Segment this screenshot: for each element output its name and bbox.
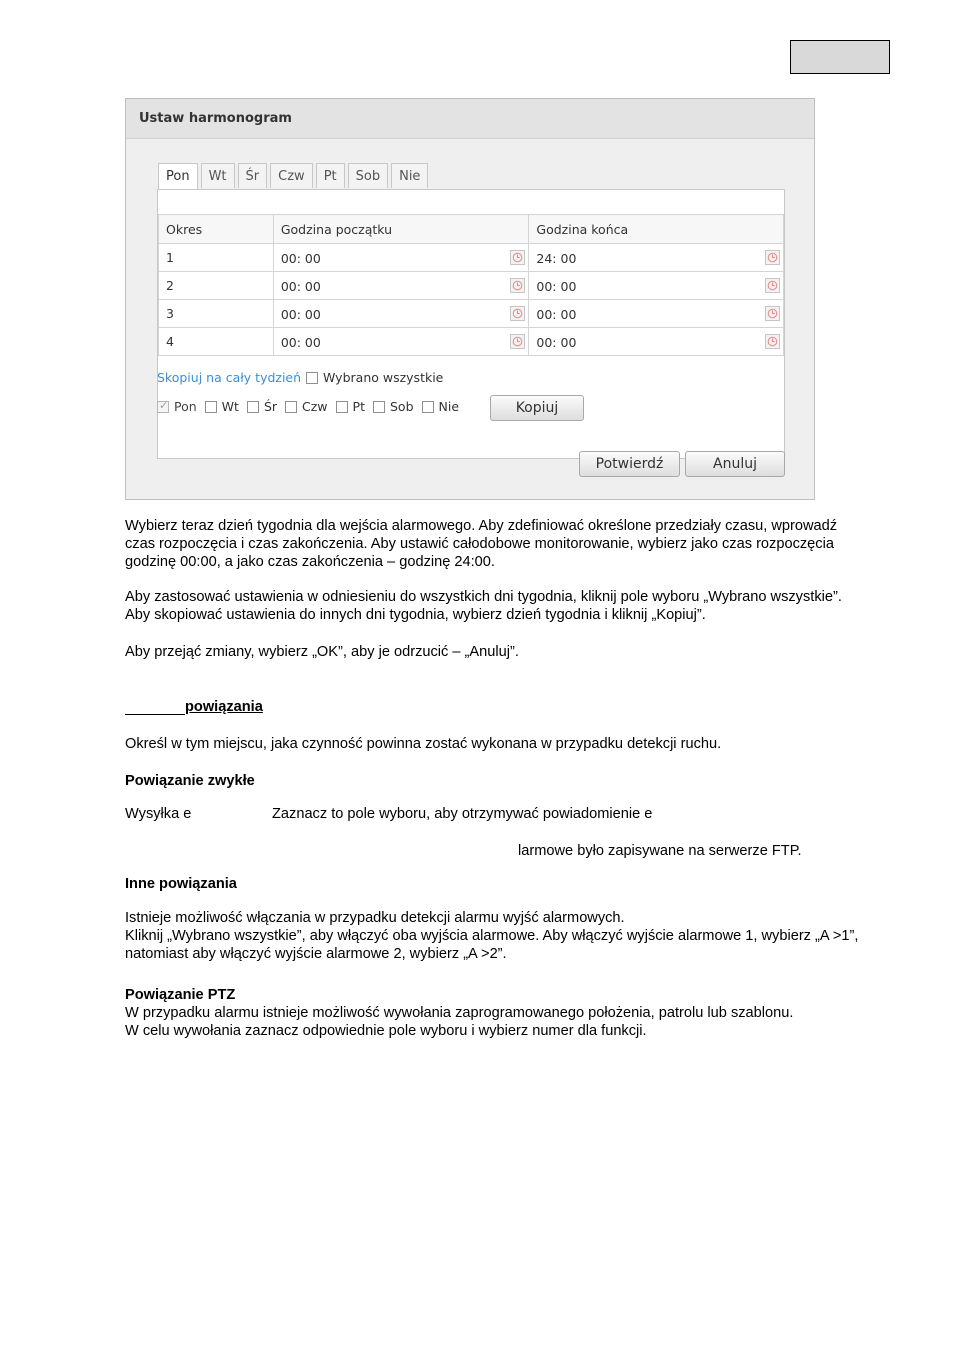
start-time-field[interactable] <box>273 328 529 356</box>
end-time-value: 24: 00 <box>536 251 577 266</box>
start-time-value: 00: 00 <box>280 279 321 294</box>
copy-day-label: Czw <box>302 399 328 414</box>
start-time-value: 00: 00 <box>280 251 321 266</box>
day-tabs <box>158 163 428 189</box>
header-start-time: Godzina początku <box>273 215 529 244</box>
copy-week-link[interactable]: Skopiuj na cały tydzień <box>157 370 302 385</box>
clock-picker-icon[interactable] <box>510 250 525 265</box>
table-row <box>159 272 784 300</box>
end-time-value: 00: 00 <box>536 307 577 322</box>
start-time-value: 00: 00 <box>280 335 321 350</box>
end-time-value: 00: 00 <box>536 279 577 294</box>
checkbox-pt[interactable] <box>336 401 348 413</box>
tab-nie[interactable]: Nie <box>391 163 428 188</box>
dialog-header <box>126 99 814 139</box>
email-label: Wysyłka e <box>125 806 192 822</box>
check-mark-icon: ✓ <box>159 398 169 412</box>
clock-picker-icon[interactable] <box>765 278 780 293</box>
period-cell: 1 <box>159 244 274 272</box>
tab-czw[interactable]: Czw <box>270 163 313 188</box>
copy-day-label: Sob <box>389 399 414 414</box>
email-description: Zaznacz to pole wyboru, aby otrzymywać powiadomienie e <box>272 806 653 822</box>
period-cell: 4 <box>159 328 274 356</box>
paragraph-ptz-2: W celu wywołania zaznacz odpowiednie pole wyboru i wybierz numer dla funkcji. <box>125 1023 647 1039</box>
header-end-time: Godzina końca <box>529 215 784 244</box>
table-row <box>159 328 784 356</box>
end-time-field[interactable] <box>529 244 784 272</box>
copy-day-sob <box>373 399 414 414</box>
paragraph-select-all: Aby zastosować ustawienia w odniesieniu do wszystkich dni tygodnia, kliknij pole wyboru „Wybrano wszystkie”. Aby skopiować ustawienia do innych dni tygodnia, wybierz dzień tygodnia i kliknij „Kopiuj”. <box>125 589 842 623</box>
copy-day-pt <box>336 399 365 414</box>
paragraph-linkage-intro: Określ w tym miejscu, jaka czynność powinna zostać wykonana w przypadku detekcji ruchu. <box>125 736 722 752</box>
dialog-title: Ustaw harmonogram <box>139 111 292 126</box>
heading-ptz-linkage: Powiązanie PTZ <box>125 987 236 1003</box>
section-heading-text: powiązania <box>185 699 263 715</box>
start-time-field[interactable] <box>273 272 529 300</box>
end-time-value: 00: 00 <box>536 335 577 350</box>
copy-day-wt <box>205 399 239 414</box>
copy-button[interactable]: Kopiuj <box>490 395 584 421</box>
schedule-table <box>158 214 784 356</box>
clock-picker-icon[interactable] <box>765 306 780 321</box>
tab-pt[interactable]: Pt <box>316 163 345 188</box>
paragraph-schedule-intro: Wybierz teraz dzień tygodnia dla wejścia alarmowego. Aby zdefiniować określone przedziały czasu, wprowadź czas rozpoczęcia i czas zakończenia. Aby ustawić całodobowe monitorowanie, wybierz jako czas rozpoczęcia godzinę 00:00, a jako czas zakończenia – godzinę 24:00. <box>125 518 838 570</box>
end-time-field[interactable] <box>529 328 784 356</box>
clock-picker-icon[interactable] <box>510 334 525 349</box>
copy-day-label: Śr <box>263 399 278 414</box>
copy-day-sr <box>247 399 277 414</box>
clock-picker-icon[interactable] <box>510 306 525 321</box>
start-time-value: 00: 00 <box>280 307 321 322</box>
clock-picker-icon[interactable] <box>765 250 780 265</box>
clock-picker-icon[interactable] <box>510 278 525 293</box>
start-time-field[interactable] <box>273 244 529 272</box>
paragraph-alarm-outputs: Istnieje możliwość włączania w przypadku detekcji alarmu wyjść alarmowych. <box>125 910 625 926</box>
table-row <box>159 244 784 272</box>
heading-underline <box>125 714 185 715</box>
copy-days-row <box>157 399 467 414</box>
paragraph-ok-cancel: Aby przejąć zmiany, wybierz „OK”, aby je odrzucić – „Anuluj”. <box>125 644 519 660</box>
confirm-button[interactable]: Potwierdź <box>579 451 680 477</box>
tab-panel <box>157 189 785 459</box>
end-time-field[interactable] <box>529 300 784 328</box>
table-header-row <box>159 215 784 244</box>
select-all-checkbox[interactable] <box>306 372 318 384</box>
copy-week-row <box>157 370 443 385</box>
cancel-button[interactable]: Anuluj <box>685 451 785 477</box>
period-cell: 2 <box>159 272 274 300</box>
table-row <box>159 300 784 328</box>
heading-normal-linkage: Powiązanie zwykłe <box>125 773 255 789</box>
copy-day-label: Wt <box>221 399 239 414</box>
select-all-label: Wybrano wszystkie <box>323 370 444 385</box>
checkbox-nie[interactable] <box>422 401 434 413</box>
schedule-dialog <box>125 98 815 500</box>
checkbox-pon[interactable] <box>157 398 169 413</box>
tab-wt[interactable]: Wt <box>201 163 235 188</box>
ftp-description: larmowe było zapisywane na serwerze FTP. <box>518 843 802 859</box>
period-cell: 3 <box>159 300 274 328</box>
copy-day-label: Nie <box>438 399 460 414</box>
checkbox-sob[interactable] <box>373 401 385 413</box>
copy-day-label: Pt <box>352 399 365 414</box>
tab-sr[interactable]: Śr <box>238 163 268 188</box>
clock-picker-icon[interactable] <box>765 334 780 349</box>
corner-label-box <box>790 40 890 74</box>
heading-other-linkage: Inne powiązania <box>125 876 237 892</box>
checkbox-wt[interactable] <box>205 401 217 413</box>
checkbox-czw[interactable] <box>285 401 297 413</box>
paragraph-ptz-1: W przypadku alarmu istnieje możliwość wywołania zaprogramowanego położenia, patrolu lub szablonu. <box>125 1005 794 1021</box>
section-heading <box>185 698 385 716</box>
header-period: Okres <box>159 215 274 244</box>
paragraph-select-outputs: Kliknij „Wybrano wszystkie”, aby włączyć oba wyjścia alarmowe. Aby włączyć wyjście alarmowe 1, wybierz „A >1”, natomiast aby włączyć wyjście alarmowe 2, wybierz „A >2”. <box>125 928 859 962</box>
copy-day-czw <box>285 399 328 414</box>
copy-day-pon <box>157 399 197 414</box>
tab-pon[interactable]: Pon <box>158 163 198 189</box>
copy-day-nie <box>422 399 460 414</box>
checkbox-sr[interactable] <box>247 401 259 413</box>
start-time-field[interactable] <box>273 300 529 328</box>
tab-sob[interactable]: Sob <box>348 163 388 188</box>
end-time-field[interactable] <box>529 272 784 300</box>
copy-day-label: Pon <box>174 399 197 414</box>
